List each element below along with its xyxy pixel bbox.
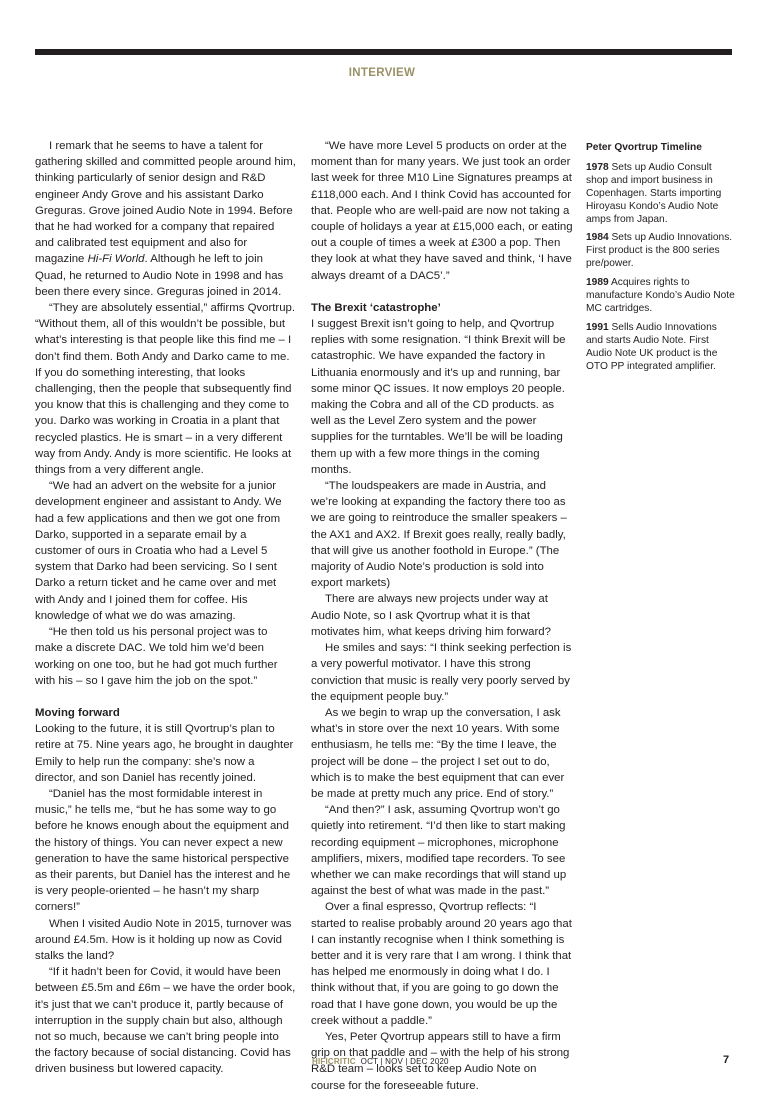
section-label: INTERVIEW bbox=[348, 67, 416, 79]
paragraph: “We have more Level 5 products on order at the moment than for many years. We just took an order last week for three M10 Line Signatures preamps at £118,000 each. And I think Covid has accounted for that. People who are well-paid are now not taking a couple of holidays a year at £15,000 each, or eating out a couple of times a week at £300 a pop. Then they look at what they have saved and think, ‘I have always dreamt of a DAC5’.” bbox=[311, 140, 573, 282]
paragraph: There are always new projects under way at Audio Note, so I ask Qvortrup what it is that motivates him, what keeps driving him forward? bbox=[311, 593, 551, 638]
timeline-entry: 1978 Sets up Audio Consult shop and import business in Copenhagen. Starts importing Hiroyasu Kondo’s Audio Note amps from Japan. bbox=[586, 161, 722, 225]
timeline-sidebar bbox=[586, 142, 736, 380]
article-column-2 bbox=[311, 138, 573, 1094]
article-column-1 bbox=[35, 138, 296, 1078]
subheading-brexit: The Brexit ‘catastrophe’ bbox=[311, 301, 441, 314]
paragraph: “And then?” I ask, assuming Qvortrup won’t go quietly into retirement. “I’d then like to start making recording equipment – microphones, microphone amplifiers, mixers, modified tape recorders. To see whether we can make recordings that will stand up against the best of what was made in the past.” bbox=[311, 804, 567, 898]
paragraph: “The loudspeakers are made in Austria, and we’re looking at expanding the factory there too as we are going to reintroduce the smaller speakers – the AX1 and AX2. If Brexit goes really, really badly, that will give us another foothold in Europe.” (The majority of Audio Note’s production is sold into export markets) bbox=[311, 480, 567, 590]
timeline-entry: 1989 Acquires rights to manufacture Kondo’s Audio Note MC cartridges. bbox=[586, 277, 735, 314]
paragraph: Over a final espresso, Qvortrup reflects: “I started to realise probably around 20 years ago that I can instantly recognise when I think something is better and it is very rare that I am wrong. I think that has helped me enormously in doing what I do. I think without that, if you are going to go down the road that I have gone down, you would be up the creek without a paddle.” bbox=[311, 901, 572, 1027]
page-number: 7 bbox=[723, 1054, 730, 1066]
timeline-year: 1978 bbox=[586, 161, 609, 173]
paragraph: “We had an advert on the website for a junior development engineer and assistant to Andy. We had a few applications and then we got one from Darko, supported in a separate email by a customer of ours in Croatia who had a Level 5 system that Darko had been servicing. So I sent Darko a return ticket and he came over and met with Andy and I joined them for coffee. His knowledge of what we do was amazing. bbox=[35, 480, 282, 622]
timeline-title: Peter Qvortrup Timeline bbox=[586, 142, 702, 153]
paragraph: I suggest Brexit isn’t going to help, and Qvortrup replies with some resignation. “I think Brexit will be catastrophic. We have expanded the factory in Lithuania enormously and it’s up and running, bar some minor QC issues. It now employs 20 people. making the Cobra and all of the CD products. as well as the Level Zero system and the power supplies for the turntables. We’ll be will be loading them up with a few more things in the coming months. bbox=[311, 318, 566, 476]
footer-issue: OCT | NOV | DEC 2020 bbox=[360, 1057, 449, 1066]
timeline-year: 1989 bbox=[586, 277, 609, 289]
timeline-entry: 1984 Sets up Audio Innovations. First product is the 800 series pre/power. bbox=[586, 232, 733, 270]
paragraph: “They are absolutely essential,” affirms Qvortrup. “Without them, all of this wouldn’t be possible, but what’s interesting is that people like this find me – I don’t find them. Both Andy and Darko came to me. If you do something interesting, that looks challenging, then the people that subsequently find you know that this is challenging and they come to you. Darko was working in Croatia in a plant that recycled plastics. He is smart – in a very different way from Andy. Andy is more scientific. He looks at things from a very different angle. bbox=[35, 302, 296, 477]
footer-brand: HIFICRITIC bbox=[312, 1057, 356, 1066]
paragraph: “Daniel has the most formidable interest in music,” he tells me, “but he has some way to go before he knows enough about the equipment and the history of things. You can never expect a new generation to have the same historical perspective as their parents, but Daniel has the interest and he is very people-oriented – he hasn’t my sharp corners!” bbox=[35, 787, 291, 914]
paragraph: “He then told us his personal project was to make a discrete DAC. We told him we’d been working on one too, but he had got much further with his – so I gave him the job on the spot.” bbox=[35, 626, 278, 687]
paragraph: He smiles and says: “I think seeking perfection is a very powerful motivator. I have this strong conviction that music is really very poorly served by the equipment people buy.” bbox=[311, 642, 572, 703]
page-footer bbox=[312, 1057, 449, 1066]
paragraph: I remark that he seems to have a talent for gathering skilled and committed people around him, thinking particularly of senior design and R&D engineer Andy Grove and his assistant Darko Greguras. Grove joined Audio Note in 1994. Before that he had worked for a company that repaired and calibrated test equipment and also for magazine Hi-Fi World. Although he left to join Quad, he returned to Audio Note in 1998 and has been there every since. Greguras joined in 2014. bbox=[35, 140, 296, 298]
top-rule bbox=[35, 49, 732, 55]
magazine-name: Hi-Fi World bbox=[87, 253, 145, 266]
timeline-year: 1991 bbox=[586, 321, 609, 333]
paragraph: As we begin to wrap up the conversation, I ask what’s in store over the next 10 years. With some enthusiasm, he tells me: “By the time I leave, the project will be done – the project I set out to do, which is to make the best equipment that can ever be made at pretty much any price. End of story.” bbox=[311, 706, 565, 800]
paragraph: Looking to the future, it is still Qvortrup’s plan to retire at 75. Nine years ago, he brought in daughter Emily to help run the company: she’s now a director, and son Daniel has recently joined. bbox=[35, 723, 294, 784]
subheading-moving-forward: Moving forward bbox=[35, 706, 120, 719]
timeline-year: 1984 bbox=[586, 232, 609, 244]
paragraph: Yes, Peter Qvortrup appears still to have a firm grip on that paddle and – with the help of his strong R&D team – looks set to keep Audio Note on course for the foreseeable future. bbox=[311, 1030, 570, 1092]
timeline-entry: 1991 Sells Audio Innovations and starts Audio Note. First Audio Note UK product is the OTO PP integrated amplifier. bbox=[586, 321, 718, 372]
paragraph: “If it hadn’t been for Covid, it would have been between £5.5m and £6m – we have the order book, it’s just that we can’t produce it, partly because of interruption in the supply chain but also, although not so much, because we can’t bring people into the factory because of social distancing. Covid has driven business but lowered capacity. bbox=[35, 966, 296, 1076]
paragraph: When I visited Audio Note in 2015, turnover was around £4.5m. How is it holding up now as Covid stalks the land? bbox=[35, 917, 292, 962]
